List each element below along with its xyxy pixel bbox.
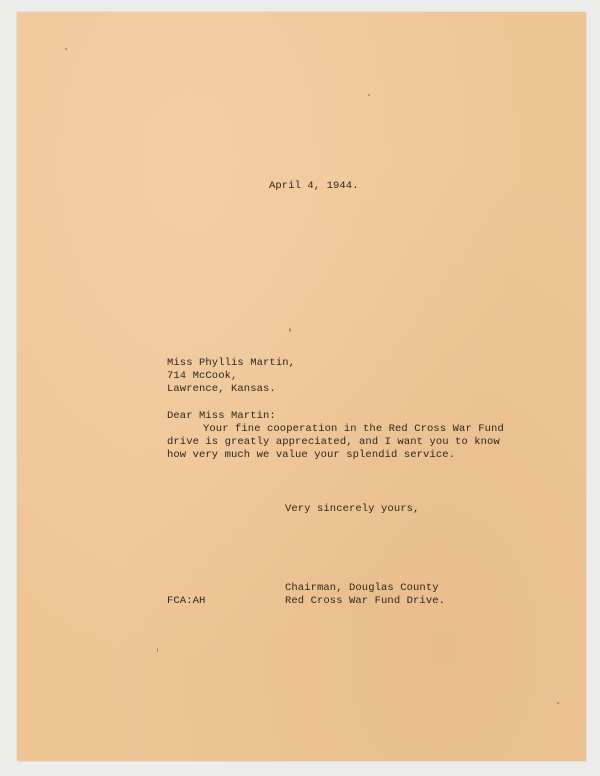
address-line-name: Miss Phyllis Martin, (167, 357, 296, 369)
address-line-street: 714 McCook, (167, 370, 238, 382)
letter-page (17, 12, 586, 761)
paper-speck (65, 48, 67, 50)
letter-date: April 4, 1944. (269, 180, 359, 192)
complimentary-closing: Very sincerely yours, (285, 503, 420, 515)
signature-line: Red Cross War Fund Drive. (285, 595, 446, 607)
reference-initials: FCA:AH (167, 595, 206, 607)
body-line: Your fine cooperation in the Red Cross War Fund (203, 423, 504, 435)
paper-speck (157, 648, 158, 652)
salutation: Dear Miss Martin: (167, 410, 276, 422)
paper-speck (368, 94, 370, 96)
body-line: drive is greatly appreciated, and I want you to know (167, 436, 500, 448)
paper-speck (557, 702, 559, 704)
address-line-city: Lawrence, Kansas. (167, 383, 276, 395)
signature-line: Chairman, Douglas County (285, 582, 439, 594)
paper-speck (289, 328, 291, 332)
body-line: how very much we value your splendid service. (167, 449, 456, 461)
